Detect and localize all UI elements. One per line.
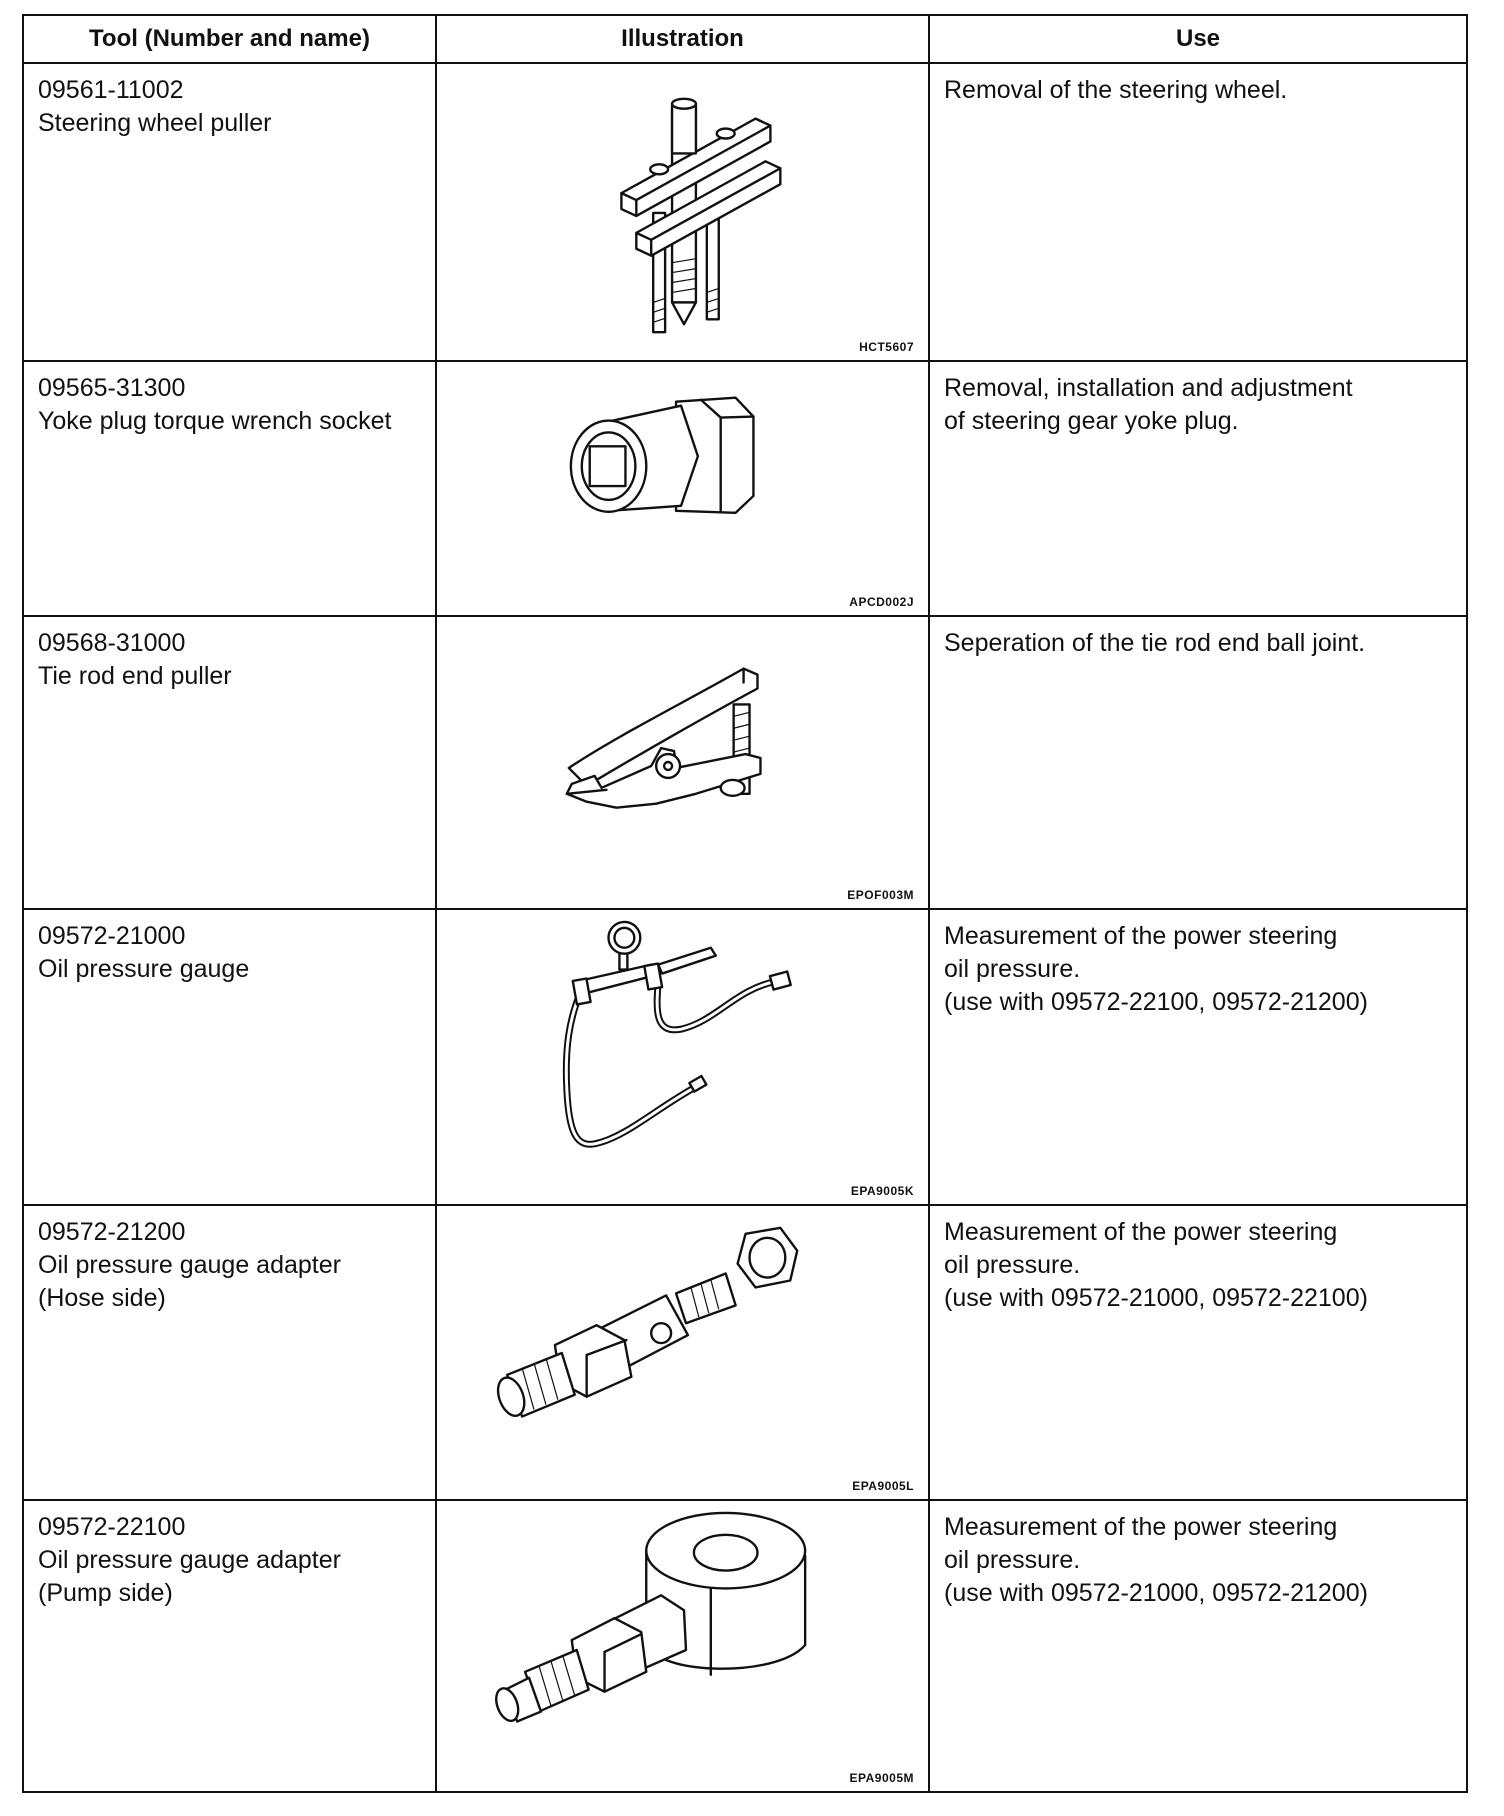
use-text: of steering gear yoke plug. bbox=[944, 407, 1239, 435]
tool-number: 09561-11002 bbox=[38, 76, 184, 104]
use-cell bbox=[929, 616, 1467, 909]
illustration-cell bbox=[436, 1205, 929, 1500]
tool-cell bbox=[23, 1500, 436, 1792]
illustration-cell bbox=[436, 616, 929, 909]
table-row bbox=[23, 1500, 1467, 1792]
tool-name: Oil pressure gauge adapter bbox=[38, 1251, 341, 1279]
table-row bbox=[23, 63, 1467, 361]
tool-number: 09565-31300 bbox=[38, 374, 186, 402]
figure-code: EPOF003M bbox=[847, 888, 914, 902]
tie-rod-end-puller-icon bbox=[437, 617, 928, 908]
tool-name: Oil pressure gauge bbox=[38, 955, 250, 983]
figure-code: APCD002J bbox=[849, 595, 914, 609]
tool-number: 09572-21000 bbox=[38, 922, 186, 950]
tool-cell bbox=[23, 616, 436, 909]
table-row bbox=[23, 361, 1467, 616]
tool-cell bbox=[23, 909, 436, 1205]
tool-name: Yoke plug torque wrench socket bbox=[38, 407, 392, 435]
figure-code: EPA9005L bbox=[852, 1479, 914, 1493]
use-text: (use with 09572-22100, 09572-21200) bbox=[944, 988, 1368, 1016]
tool-name: Steering wheel puller bbox=[38, 109, 272, 137]
use-text: oil pressure. bbox=[944, 1251, 1081, 1279]
steering-wheel-puller-icon bbox=[437, 64, 928, 360]
use-text: Measurement of the power steering bbox=[944, 1218, 1338, 1246]
hose-side-adapter-icon bbox=[437, 1206, 928, 1499]
tool-number: 09568-31000 bbox=[38, 629, 186, 657]
yoke-plug-socket-icon bbox=[437, 362, 928, 615]
illustration-cell bbox=[436, 361, 929, 616]
table-row bbox=[23, 1205, 1467, 1500]
illustration-cell bbox=[436, 1500, 929, 1792]
header-use: Use bbox=[929, 15, 1467, 63]
tool-number: 09572-21200 bbox=[38, 1218, 186, 1246]
tool-name: (Hose side) bbox=[38, 1284, 166, 1312]
use-text: (use with 09572-21000, 09572-21200) bbox=[944, 1579, 1368, 1607]
tool-number: 09572-22100 bbox=[38, 1513, 186, 1541]
use-text: oil pressure. bbox=[944, 1546, 1081, 1574]
tool-cell bbox=[23, 361, 436, 616]
use-cell bbox=[929, 1500, 1467, 1792]
use-text: Measurement of the power steering bbox=[944, 922, 1338, 950]
header-tool: Tool (Number and name) bbox=[23, 15, 436, 63]
tool-cell bbox=[23, 1205, 436, 1500]
special-tools-table bbox=[22, 14, 1468, 1793]
use-text: Seperation of the tie rod end ball joint. bbox=[944, 629, 1366, 657]
tool-cell bbox=[23, 63, 436, 361]
pump-side-adapter-icon bbox=[437, 1501, 928, 1791]
oil-pressure-gauge-icon bbox=[437, 910, 928, 1204]
tool-name: Oil pressure gauge adapter bbox=[38, 1546, 341, 1574]
use-cell bbox=[929, 63, 1467, 361]
figure-code: HCT5607 bbox=[859, 340, 914, 354]
illustration-cell bbox=[436, 63, 929, 361]
figure-code: EPA9005K bbox=[850, 1184, 914, 1198]
use-text: Removal of the steering wheel. bbox=[944, 76, 1288, 104]
use-cell bbox=[929, 1205, 1467, 1500]
use-cell bbox=[929, 361, 1467, 616]
use-text: Removal, installation and adjustment bbox=[944, 374, 1353, 402]
table-row bbox=[23, 616, 1467, 909]
use-text: (use with 09572-21000, 09572-22100) bbox=[944, 1284, 1368, 1312]
use-text: Measurement of the power steering bbox=[944, 1513, 1338, 1541]
use-cell bbox=[929, 909, 1467, 1205]
use-text: oil pressure. bbox=[944, 955, 1081, 983]
header-illustration: Illustration bbox=[436, 15, 929, 63]
table-row bbox=[23, 909, 1467, 1205]
tool-name: (Pump side) bbox=[38, 1579, 173, 1607]
header-row bbox=[23, 15, 1467, 63]
figure-code: EPA9005M bbox=[849, 1771, 914, 1785]
illustration-cell bbox=[436, 909, 929, 1205]
tool-name: Tie rod end puller bbox=[38, 662, 232, 690]
